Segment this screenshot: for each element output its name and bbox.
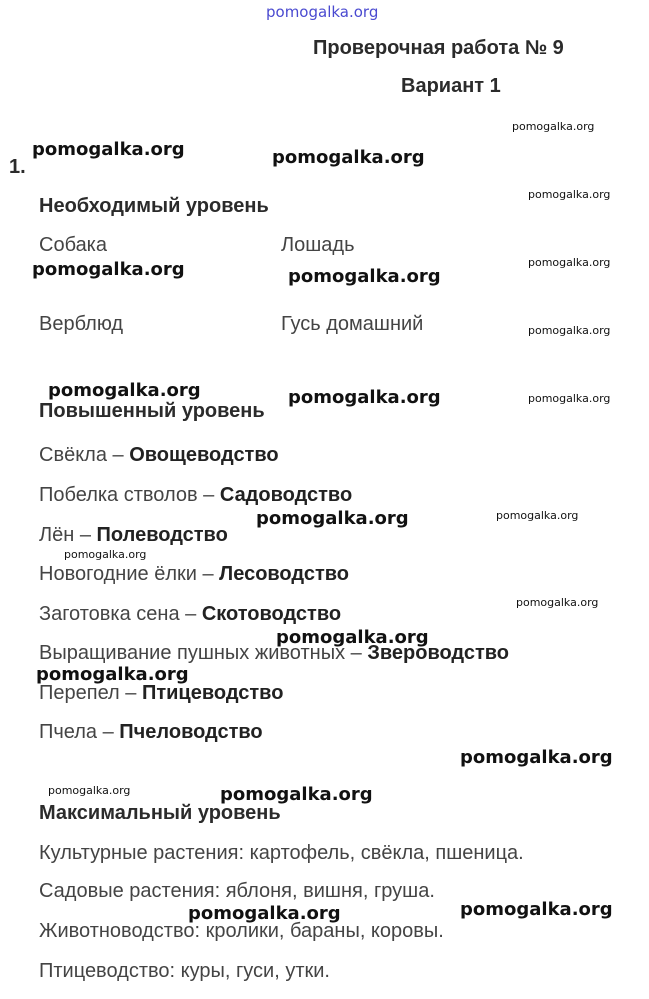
watermark: pomogalka.org [36,664,189,685]
animal-item: Верблюд [39,313,124,335]
max-level-line: Культурные растения: картофель, свёкла, пшеница. [39,842,524,864]
advanced-item-separator: – [179,603,202,625]
advanced-item-separator: – [119,682,142,704]
watermark: pomogalka.org [288,266,441,287]
advanced-item-answer: Скотоводство [201,603,342,625]
animal-item: Гусь домашний [281,313,424,335]
watermark: pomogalka.org [48,784,131,797]
advanced-item-term: Свёкла [39,444,107,466]
watermark: pomogalka.org [516,596,599,609]
max-level-heading: Максимальный уровень [39,802,281,824]
watermark: pomogalka.org [496,509,579,522]
advanced-item-answer: Полеводство [96,524,228,546]
advanced-item [39,444,279,467]
advanced-item-separator: – [74,524,97,546]
max-level-line: Животноводство: кролики, бараны, коровы. [39,920,444,942]
top-watermark: pomogalka.org [266,3,379,21]
advanced-item-term: Заготовка сена [39,603,180,625]
advanced-item [39,484,352,507]
advanced-item [39,642,509,665]
advanced-item-term: Побелка стволов [39,484,198,506]
advanced-item-separator: – [97,721,120,743]
watermark: pomogalka.org [32,139,185,160]
watermark: pomogalka.org [460,747,613,768]
watermark: pomogalka.org [272,147,425,168]
advanced-item-answer: Пчеловодство [119,721,263,743]
watermark: pomogalka.org [256,508,409,529]
advanced-item-separator: – [345,642,368,664]
advanced-item-separator: – [106,444,130,466]
watermark: pomogalka.org [528,256,611,269]
advanced-item-answer: Птицеводство [141,682,284,704]
watermark: pomogalka.org [528,392,611,405]
task-number: 1. [9,156,26,178]
watermark: pomogalka.org [64,548,147,561]
advanced-item [39,721,263,744]
advanced-item [39,603,341,626]
watermark: pomogalka.org [188,903,341,924]
required-level-heading: Необходимый уровень [39,195,269,217]
page-title: Проверочная работа № 9 [313,37,564,59]
advanced-item-answer: Садоводство [219,484,353,506]
animal-item: Лошадь [281,234,355,256]
advanced-item-term: Новогодние ёлки [39,563,197,585]
watermark: pomogalka.org [48,380,201,401]
watermark: pomogalka.org [220,784,373,805]
advanced-item-term: Перепел [39,682,120,704]
advanced-item-term: Пчела [39,721,98,743]
watermark: pomogalka.org [528,188,611,201]
advanced-item-answer: Лесоводство [219,563,349,585]
advanced-item-answer: Овощеводство [129,444,279,466]
watermark: pomogalka.org [460,899,613,920]
advanced-item-separator: – [197,484,220,506]
max-level-line: Птицеводство: куры, гуси, утки. [39,960,330,982]
advanced-item-separator: – [196,563,220,585]
advanced-item [39,524,228,547]
advanced-item-term: Выращивание пушных животных [39,642,346,664]
variant-label: Вариант 1 [401,75,501,97]
watermark: pomogalka.org [512,120,595,133]
max-level-line: Садовые растения: яблоня, вишня, груша. [39,880,435,902]
watermark: pomogalka.org [528,324,611,337]
advanced-item [39,563,349,586]
advanced-level-heading: Повышенный уровень [39,400,265,422]
advanced-item-answer: Звероводство [367,642,510,664]
animal-item: Собака [39,234,107,256]
watermark: pomogalka.org [276,627,429,648]
watermark: pomogalka.org [288,387,441,408]
advanced-item-term: Лён [39,524,75,546]
advanced-item [39,682,283,705]
watermark: pomogalka.org [32,259,185,280]
